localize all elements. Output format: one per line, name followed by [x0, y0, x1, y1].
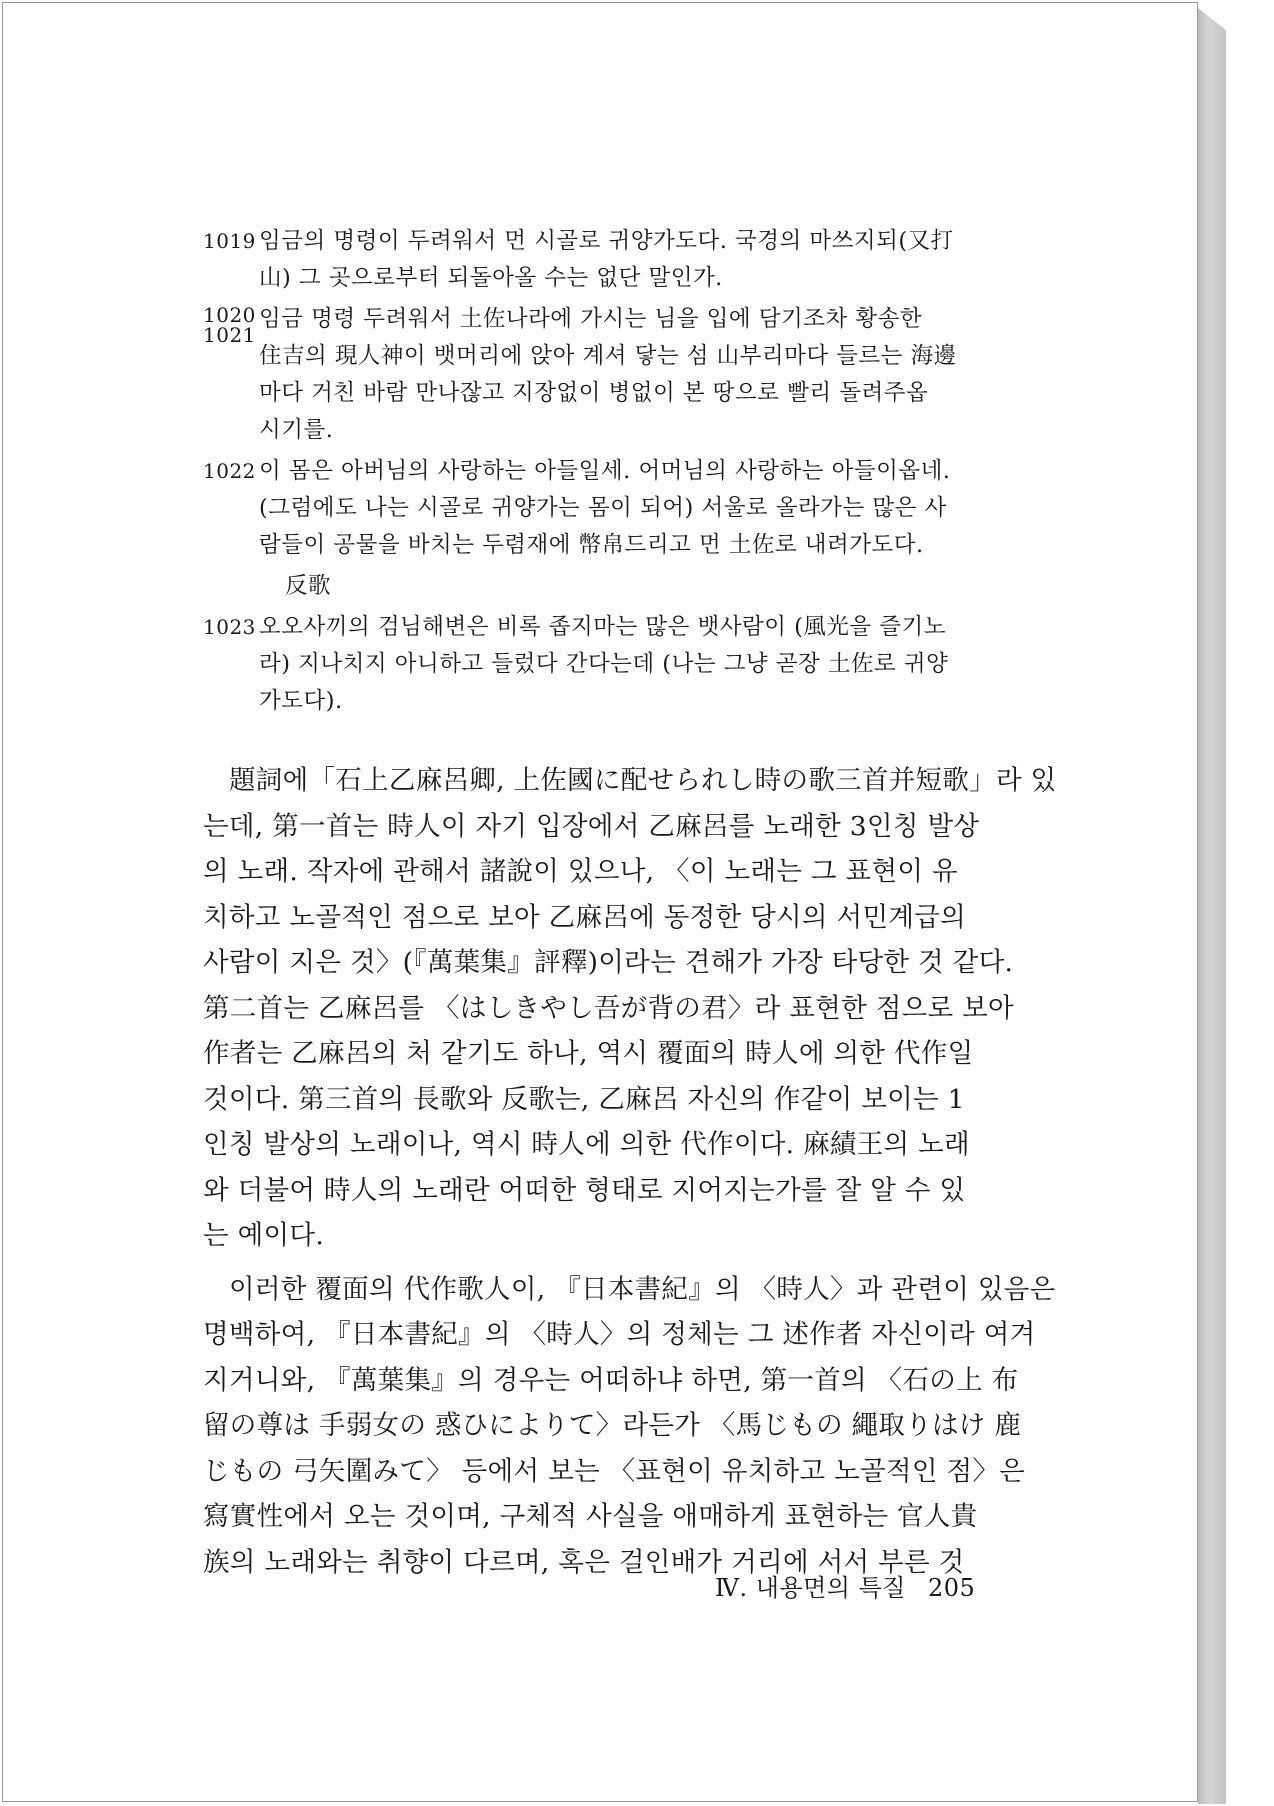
- poem-number: 1019: [203, 229, 256, 253]
- poem-entry-1023: [203, 609, 1033, 720]
- poem-line: 가도다).: [259, 688, 343, 714]
- poem-line: (그럼에도 나는 시골로 귀양가는 몸이 되어) 서울로 올라가는 많은 사: [259, 495, 947, 521]
- prose-line: じもの 弓矢圍みて〉 등에서 보는 〈표현이 유치하고 노골적인 점〉은: [203, 1455, 1026, 1487]
- poem-line: 마다 거친 바람 만나잖고 지장없이 병없이 본 땅으로 빨리 돌려주옵: [259, 380, 929, 406]
- prose-line: 族의 노래와는 취향이 다르며, 혹은 걸인배가 거리에 서서 부른 것: [203, 1546, 965, 1578]
- poem-lines: [259, 301, 1033, 449]
- page-edge-shadow: [1198, 8, 1226, 1804]
- poem-block: [203, 223, 1033, 720]
- poem-entry-1019: [203, 223, 1033, 297]
- poem-entry-1020-1021: [203, 301, 1033, 449]
- poem-number-stacked: [203, 301, 259, 449]
- poem-line: 오오사끼의 검님해변은 비록 좁지마는 많은 뱃사람이 (風光을 즐기노: [259, 614, 946, 640]
- page-footer: [715, 1568, 975, 1603]
- prose-line: 치하고 노골적인 점으로 보아 乙麻呂에 동정한 당시의 서민계급의: [203, 901, 967, 933]
- poem-line: 람들이 공물을 바치는 두렴재에 幣帛드리고 먼 土佐로 내려가도다.: [259, 532, 924, 558]
- prose-line: 는데, 第一首는 時人이 자기 입장에서 乙麻呂를 노래한 3인칭 발상: [203, 810, 980, 842]
- prose-line: 지거니와, 『萬葉集』의 경우는 어떠하냐 하면, 第一首의 〈石の上 布: [203, 1364, 1019, 1396]
- prose-line: 사람이 지은 것〉(『萬葉集』評釋)이라는 견해가 가장 타당한 것 같다.: [203, 947, 1014, 978]
- poem-line: 이 몸은 아버님의 사랑하는 아들일세. 어머님의 사랑하는 아들이옵네.: [259, 458, 951, 484]
- prose-line: 作者는 乙麻呂의 처 같기도 하나, 역시 覆面의 時人에 의한 代作일: [203, 1038, 974, 1069]
- poem-lines: [259, 453, 1033, 564]
- prose-paragraph-1: [203, 758, 1057, 1259]
- hanka-label: 反歌: [285, 573, 332, 599]
- poem-line: 시기를.: [259, 417, 334, 443]
- poem-line: 라) 지나치지 아니하고 들렀다 간다는데 (나는 그냥 곧장 土佐로 귀양: [259, 651, 949, 677]
- prose-line: 寫實性에서 오는 것이며, 구체적 사실을 애매하게 표현하는 官人貴: [203, 1501, 978, 1532]
- poem-line: 山) 그 곳으로부터 되돌아올 수는 없단 말인가.: [259, 265, 723, 291]
- poem-number: 1022: [203, 459, 256, 483]
- prose-line: 는 예이다.: [203, 1220, 325, 1251]
- page-number: 205: [927, 1574, 976, 1602]
- poem-number-bottom: 1021: [203, 323, 256, 347]
- book-page: [2, 2, 1198, 1802]
- prose-paragraph-2: [203, 1267, 1056, 1586]
- prose-line: 第二首는 乙麻呂를 〈はしきやし吾が背の君〉라 표현한 점으로 보아: [203, 992, 1014, 1024]
- poem-line: 임금 명령 두려워서 土佐나라에 가시는 님을 입에 담기조차 황송한: [259, 306, 923, 332]
- poem-number: 1023: [203, 615, 256, 639]
- prose-line: 題詞에「石上乙麻呂卿, 上佐國に配せられし時の歌三首并短歌」라 있: [229, 765, 1057, 796]
- page-content: [203, 223, 1057, 1593]
- prose-line: 인칭 발상의 노래이나, 역시 時人에 의한 代作이다. 麻績王의 노래: [203, 1129, 970, 1160]
- prose-line: 의 노래. 작자에 관해서 諸說이 있으나, 〈이 노래는 그 표현이 유: [203, 856, 958, 887]
- poem-number-top: 1020: [203, 303, 256, 327]
- poem-lines: [259, 223, 1033, 297]
- poem-line: 住吉의 現人神이 뱃머리에 앉아 계셔 닿는 섬 山부리마다 들르는 海邊: [259, 343, 957, 369]
- prose-line: 留の尊は 手弱女の 惑ひによりて〉라든가 〈馬じもの 繩取りはけ 鹿: [203, 1410, 1022, 1441]
- poem-line: 임금의 명령이 두려워서 먼 시골로 귀양가도다. 국경의 마쓰지되(又打: [259, 228, 954, 254]
- poem-lines: [259, 609, 1033, 720]
- prose-line: 명백하여, 『日本書紀』의 〈時人〉의 정체는 그 述作者 자신이라 여겨: [203, 1319, 1036, 1350]
- prose-line: 것이다. 第三首의 長歌와 反歌는, 乙麻呂 자신의 作같이 보이는 1: [203, 1083, 965, 1115]
- poem-entry-1022: [203, 453, 1033, 564]
- prose-line: 와 더불어 時人의 노래란 어떠한 형태로 지어지는가를 잘 알 수 있: [203, 1174, 966, 1206]
- prose-block: [203, 758, 1057, 1585]
- prose-line: 이러한 覆面의 代作歌人이, 『日本書紀』의 〈時人〉과 관련이 있음은: [229, 1273, 1056, 1305]
- section-title: Ⅳ. 내용면의 특질: [715, 1574, 906, 1602]
